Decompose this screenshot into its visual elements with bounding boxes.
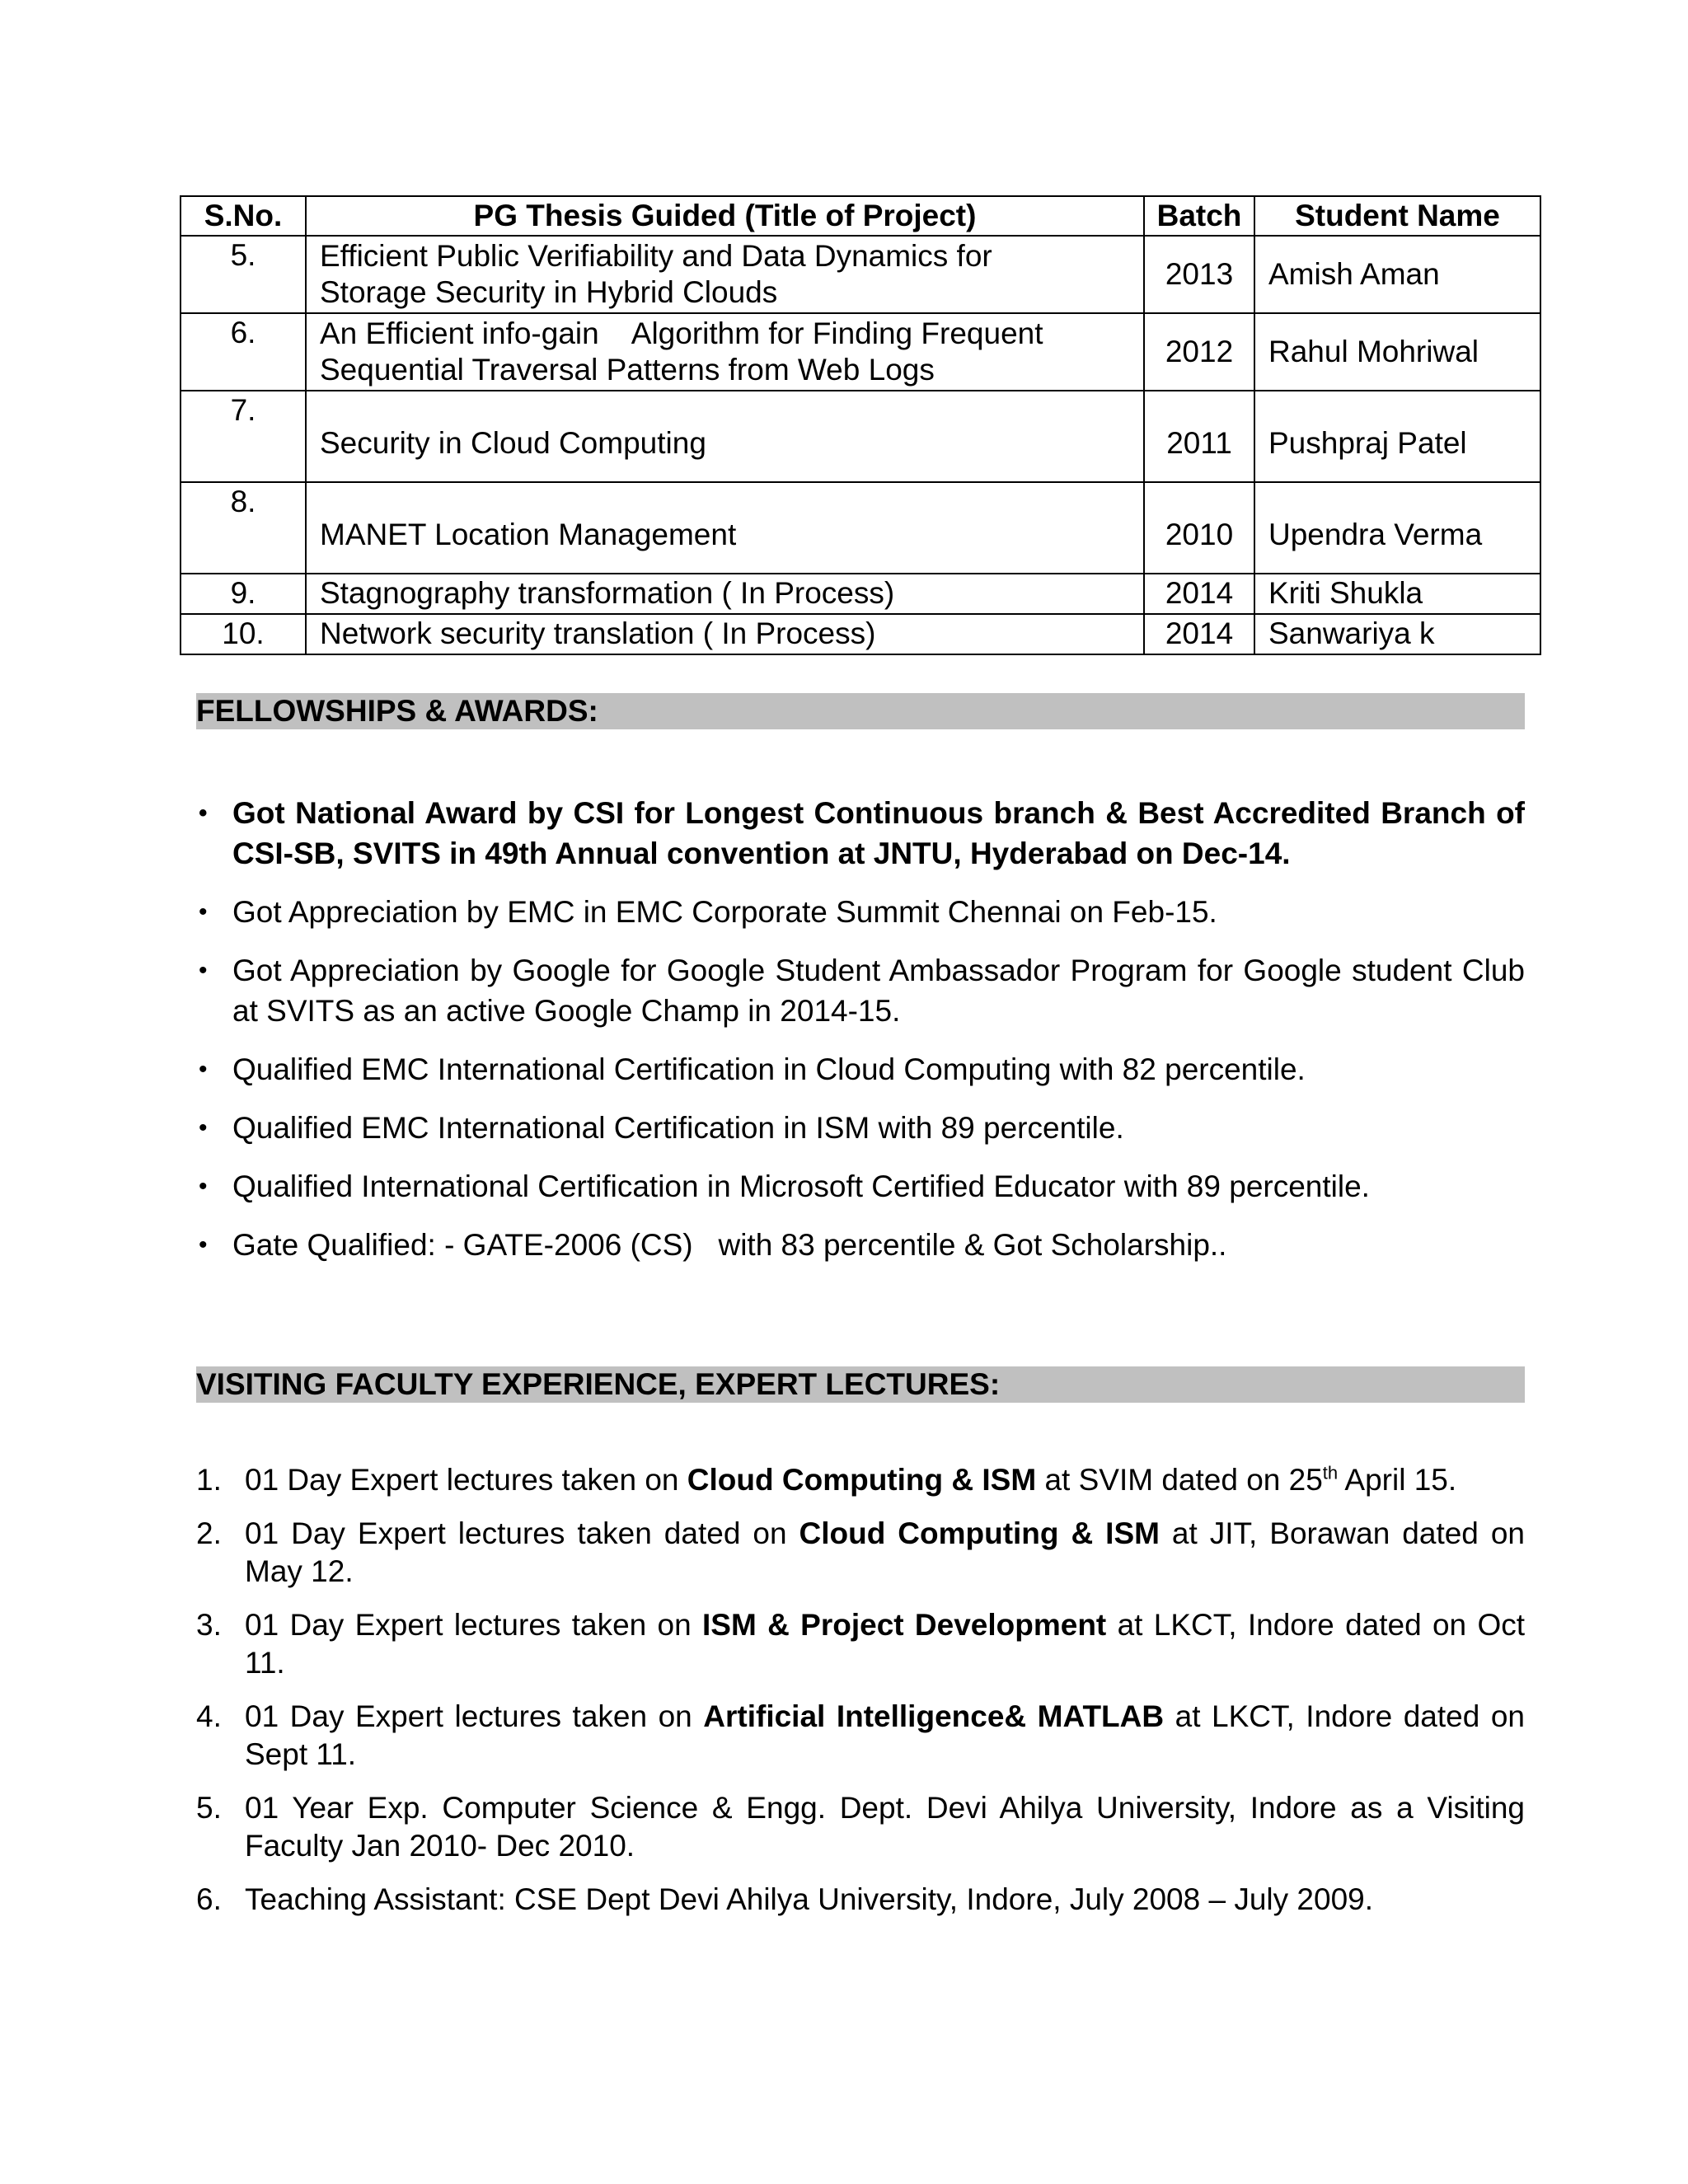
list-item-text: April 15.: [1338, 1463, 1457, 1497]
list-item-text: 01 Day Expert lectures taken on: [245, 1699, 704, 1733]
list-item: [196, 1515, 1525, 1591]
cell-title: Stagnography transformation ( In Process): [306, 574, 1144, 614]
list-item-text: Got Appreciation by Google for Google Student Ambassador Program for Google student Club at SVITS as an active Google Champ in 2014-15.: [232, 954, 1525, 1028]
cell-title-line: Efficient Public Verifiability and Data Dynamics for: [320, 238, 992, 273]
list-item: [196, 1049, 1525, 1090]
bullet-icon: •: [199, 1231, 208, 1258]
cell-student: Upendra Verma: [1254, 482, 1540, 574]
list-number: 3.: [196, 1608, 222, 1642]
cell-sno: 5.: [181, 236, 306, 313]
list-item-text: at LKCT, Indore dated on Oct 11.: [245, 1608, 1526, 1680]
cell-batch: 2013: [1144, 236, 1254, 313]
lecture-topic: Artificial Intelligence& MATLAB: [703, 1699, 1165, 1733]
lectures-heading: VISITING FACULTY EXPERIENCE, EXPERT LECTURES:: [196, 1366, 1525, 1403]
list-item-text: at JIT, Borawan dated on May 12.: [245, 1516, 1525, 1588]
list-item: [196, 1225, 1525, 1265]
list-number: 2.: [196, 1516, 222, 1550]
lecture-topic: ISM & Project Development: [702, 1608, 1107, 1642]
bullet-icon: •: [199, 1114, 208, 1141]
list-item: [196, 1461, 1525, 1499]
list-item-text: 01 Day Expert lectures taken dated on: [245, 1516, 799, 1550]
cell-batch: 2012: [1144, 313, 1254, 391]
bullet-icon: •: [199, 1056, 208, 1083]
list-item-text: Qualified International Certification in Microsoft Certified Educator with 89 percentile.: [232, 1169, 1370, 1203]
list-item: [196, 1606, 1525, 1682]
cell-sno: 6.: [181, 313, 306, 391]
table-row: [181, 391, 1540, 482]
list-item: [196, 950, 1525, 1031]
list-number: 6.: [196, 1882, 222, 1916]
cell-title: Security in Cloud Computing: [306, 391, 1144, 482]
header-student: Student Name: [1254, 196, 1540, 236]
cell-student: Kriti Shukla: [1254, 574, 1540, 614]
header-title: PG Thesis Guided (Title of Project): [306, 196, 1144, 236]
list-item: [196, 1166, 1525, 1207]
table-row: [181, 313, 1540, 391]
cell-title: MANET Location Management: [306, 482, 1144, 574]
list-item: [196, 793, 1525, 874]
thesis-table: [180, 195, 1541, 655]
bullet-icon: •: [199, 1173, 208, 1200]
list-item-text: 01 Year Exp. Computer Science & Engg. Dept. Devi Ahilya University, Indore as a Visiting Faculty Jan 2010- Dec 2010.: [245, 1791, 1525, 1863]
bullet-icon: •: [199, 799, 208, 827]
table-row: [181, 236, 1540, 313]
list-item: [196, 892, 1525, 932]
cell-sno: 10.: [181, 614, 306, 654]
cell-sno: 9.: [181, 574, 306, 614]
list-number: 1.: [196, 1463, 222, 1497]
table-row: [181, 482, 1540, 574]
list-item-text: Qualified EMC International Certification in ISM with 89 percentile.: [232, 1111, 1124, 1145]
lecture-topic: Cloud Computing & ISM: [687, 1463, 1037, 1497]
cell-batch: 2014: [1144, 614, 1254, 654]
cell-title-line: Sequential Traversal Patterns from Web Logs: [320, 353, 935, 387]
list-item-text: 01 Day Expert lectures taken on: [245, 1608, 703, 1642]
list-item-text: Gate Qualified: - GATE-2006 (CS) with 83 percentile & Got Scholarship..: [232, 1228, 1227, 1262]
header-sno: S.No.: [181, 196, 306, 236]
list-item: [196, 1108, 1525, 1148]
cell-title-line: Storage Security in Hybrid Clouds: [320, 275, 778, 309]
bullet-icon: •: [199, 898, 208, 926]
cell-batch: 2010: [1144, 482, 1254, 574]
cell-sno: 7.: [181, 391, 306, 482]
awards-list: [196, 793, 1525, 1283]
list-item: [196, 1789, 1525, 1865]
cell-batch: 2014: [1144, 574, 1254, 614]
list-item-text: at LKCT, Indore dated on Sept 11.: [245, 1699, 1526, 1771]
cell-title: [306, 313, 1144, 391]
table-row: [181, 574, 1540, 614]
cell-title-line: An Efficient info-gain Algorithm for Finding Frequent: [320, 316, 1043, 350]
cell-sno: 8.: [181, 482, 306, 574]
cell-title: Network security translation ( In Process): [306, 614, 1144, 654]
bullet-icon: •: [199, 957, 208, 984]
list-item: [196, 1881, 1525, 1919]
cell-student: Amish Aman: [1254, 236, 1540, 313]
list-number: 5.: [196, 1791, 222, 1825]
list-item-text: at SVIM dated on 25: [1036, 1463, 1323, 1497]
cell-batch: 2011: [1144, 391, 1254, 482]
header-batch: Batch: [1144, 196, 1254, 236]
list-number: 4.: [196, 1699, 222, 1733]
list-item-text: Teaching Assistant: CSE Dept Devi Ahilya University, Indore, July 2008 – July 2009.: [245, 1882, 1374, 1916]
cell-title: [306, 236, 1144, 313]
table-row: [181, 614, 1540, 654]
list-item-text: Qualified EMC International Certification in Cloud Computing with 82 percentile.: [232, 1052, 1306, 1086]
list-item-text: Got Appreciation by EMC in EMC Corporate Summit Chennai on Feb-15.: [232, 895, 1217, 929]
cell-student: Pushpraj Patel: [1254, 391, 1540, 482]
list-item: [196, 1698, 1525, 1774]
cell-student: Rahul Mohriwal: [1254, 313, 1540, 391]
lecture-topic: Cloud Computing & ISM: [799, 1516, 1160, 1550]
cell-student: Sanwariya k: [1254, 614, 1540, 654]
list-item-text: 01 Day Expert lectures taken on: [245, 1463, 687, 1497]
list-item-text: Got National Award by CSI for Longest Continuous branch & Best Accredited Branch of CSI-SB, SVITS in 49th Annual convention at JNTU, Hyderabad on Dec-14.: [232, 796, 1525, 870]
table-header-row: [181, 196, 1540, 236]
lectures-list: [196, 1461, 1525, 1934]
ordinal-suffix: th: [1322, 1462, 1339, 1483]
awards-heading: FELLOWSHIPS & AWARDS:: [196, 693, 1525, 729]
